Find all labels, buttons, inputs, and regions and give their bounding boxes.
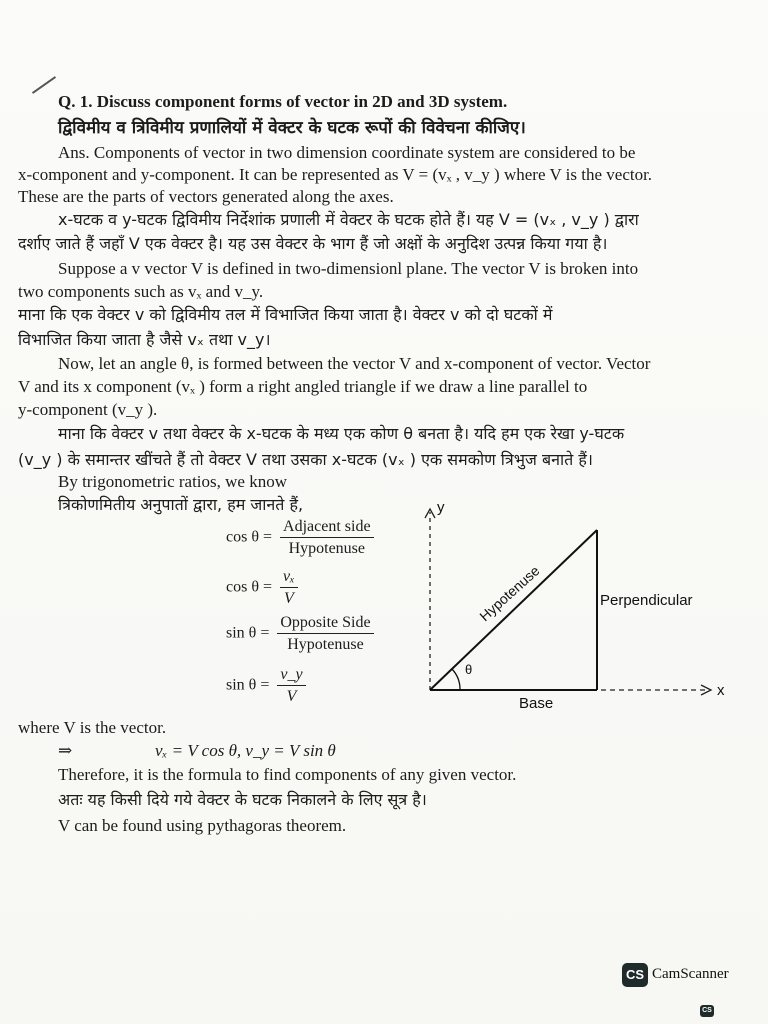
conclusion-line: where V is the vector. bbox=[18, 718, 167, 737]
answer-line: x-component and y-component. It can be represented as V = (vₓ , v_y ) where V is the vector. bbox=[18, 165, 653, 184]
question-hindi: द्विविमीय व त्रिविमीय प्रणालियों में वेक्टर के घटक रूपों की विवेचना कीजिए। bbox=[58, 118, 526, 138]
conclusion-line: V can be found using pythagoras theorem. bbox=[58, 816, 347, 835]
formula-denominator: V bbox=[283, 590, 294, 607]
pen-tick-mark bbox=[32, 76, 56, 94]
question-english: Q. 1. Discuss component forms of vector in 2D and 3D system. bbox=[58, 92, 508, 111]
component-equations: vₓ = V cos θ, v_y = V sin θ bbox=[155, 741, 336, 760]
formula-sin-vy bbox=[226, 666, 306, 706]
formula-numerator: v_y bbox=[277, 666, 305, 686]
answer-hindi-line: x-घटक व y-घटक द्विविमीय निर्देशांक प्रणाली में वेक्टर के घटक होते हैं। यह V = (vₓ , v_y ) द्वारा bbox=[58, 210, 639, 229]
formula-cos-vx bbox=[226, 568, 298, 608]
answer-hindi-line: माना कि एक वेक्टर v को द्विविमीय तल में विभाजित किया जाता है। वेक्टर v को दो घटकों में bbox=[18, 305, 553, 324]
answer-line: Suppose a v vector V is defined in two-dimensionl plane. The vector V is broken into bbox=[58, 259, 639, 278]
answer-line: These are the parts of vectors generated along the axes. bbox=[18, 187, 394, 206]
formula-numerator: Opposite Side bbox=[277, 614, 373, 634]
hypotenuse-label: Hypotenuse bbox=[476, 562, 543, 625]
right-triangle-diagram bbox=[415, 500, 745, 720]
conclusion-hindi-line: अतः यह किसी दिये गये वेक्टर के घटक निकालने के लिए सूत्र है। bbox=[58, 790, 427, 809]
answer-line: Ans. Components of vector in two dimension coordinate system are considered to be bbox=[58, 143, 636, 162]
answer-line: two components such as vₓ and v_y. bbox=[18, 282, 264, 301]
answer-hindi-line: माना कि वेक्टर v तथा वेक्टर के x-घटक के मध्य एक कोण θ बनता है। यदि हम एक रेखा y-घटक bbox=[58, 424, 625, 443]
base-label: Base bbox=[519, 695, 554, 712]
perpendicular-label: Perpendicular bbox=[600, 592, 693, 609]
answer-hindi-line: विभाजित किया जाता है जैसे vₓ तथा v_y। bbox=[18, 330, 271, 349]
formula-lhs: sin θ = bbox=[226, 624, 270, 642]
camscanner-logo: CS bbox=[622, 963, 648, 987]
answer-line: Now, let an angle θ, is formed between the vector V and x-component of vector. Vector bbox=[58, 354, 651, 373]
answer-hindi-line: दर्शाए जाते हैं जहाँ V एक वेक्टर है। यह उस वेक्टर के भाग हैं जो अक्षों के अनुदिश उत्पन्न किया गया है। bbox=[18, 234, 608, 253]
answer-line: y-component (v_y ). bbox=[18, 400, 158, 419]
camscanner-text: CamScanner bbox=[652, 966, 729, 982]
angle-label: θ bbox=[465, 662, 473, 677]
formula-lhs: sin θ = bbox=[226, 676, 270, 694]
formula-cos-adjacent bbox=[226, 518, 374, 558]
x-axis-label: x bbox=[717, 682, 725, 699]
formula-sin-opposite bbox=[226, 614, 374, 654]
answer-hindi-line: त्रिकोणमितीय अनुपातों द्वारा, हम जानते हैं, bbox=[58, 495, 304, 514]
formula-denominator: Hypotenuse bbox=[288, 540, 365, 557]
answer-hindi-line: (v_y ) के समान्तर खींचते हैं तो वेक्टर V तथा उसका x-घटक (vₓ ) एक समकोण त्रिभुज बनाते हैं। bbox=[18, 450, 593, 469]
conclusion-line: Therefore, it is the formula to find components of any given vector. bbox=[58, 765, 517, 784]
formula-denominator: Hypotenuse bbox=[287, 636, 364, 653]
camscanner-small-logo: CS bbox=[700, 1005, 714, 1017]
angle-arc bbox=[452, 669, 460, 690]
answer-line: By trigonometric ratios, we know bbox=[58, 472, 287, 491]
y-axis-label: y bbox=[437, 500, 445, 516]
implies-arrow: ⇒ bbox=[58, 741, 73, 760]
formula-lhs: cos θ = bbox=[226, 528, 273, 546]
formula-denominator: V bbox=[286, 688, 297, 705]
formula-numerator: vₓ bbox=[280, 568, 298, 588]
answer-line: V and its x component (vₓ ) form a right angled triangle if we draw a line parallel to bbox=[18, 377, 588, 396]
hypotenuse-line bbox=[430, 530, 597, 690]
formula-numerator: Adjacent side bbox=[280, 518, 374, 538]
formula-lhs: cos θ = bbox=[226, 578, 273, 596]
